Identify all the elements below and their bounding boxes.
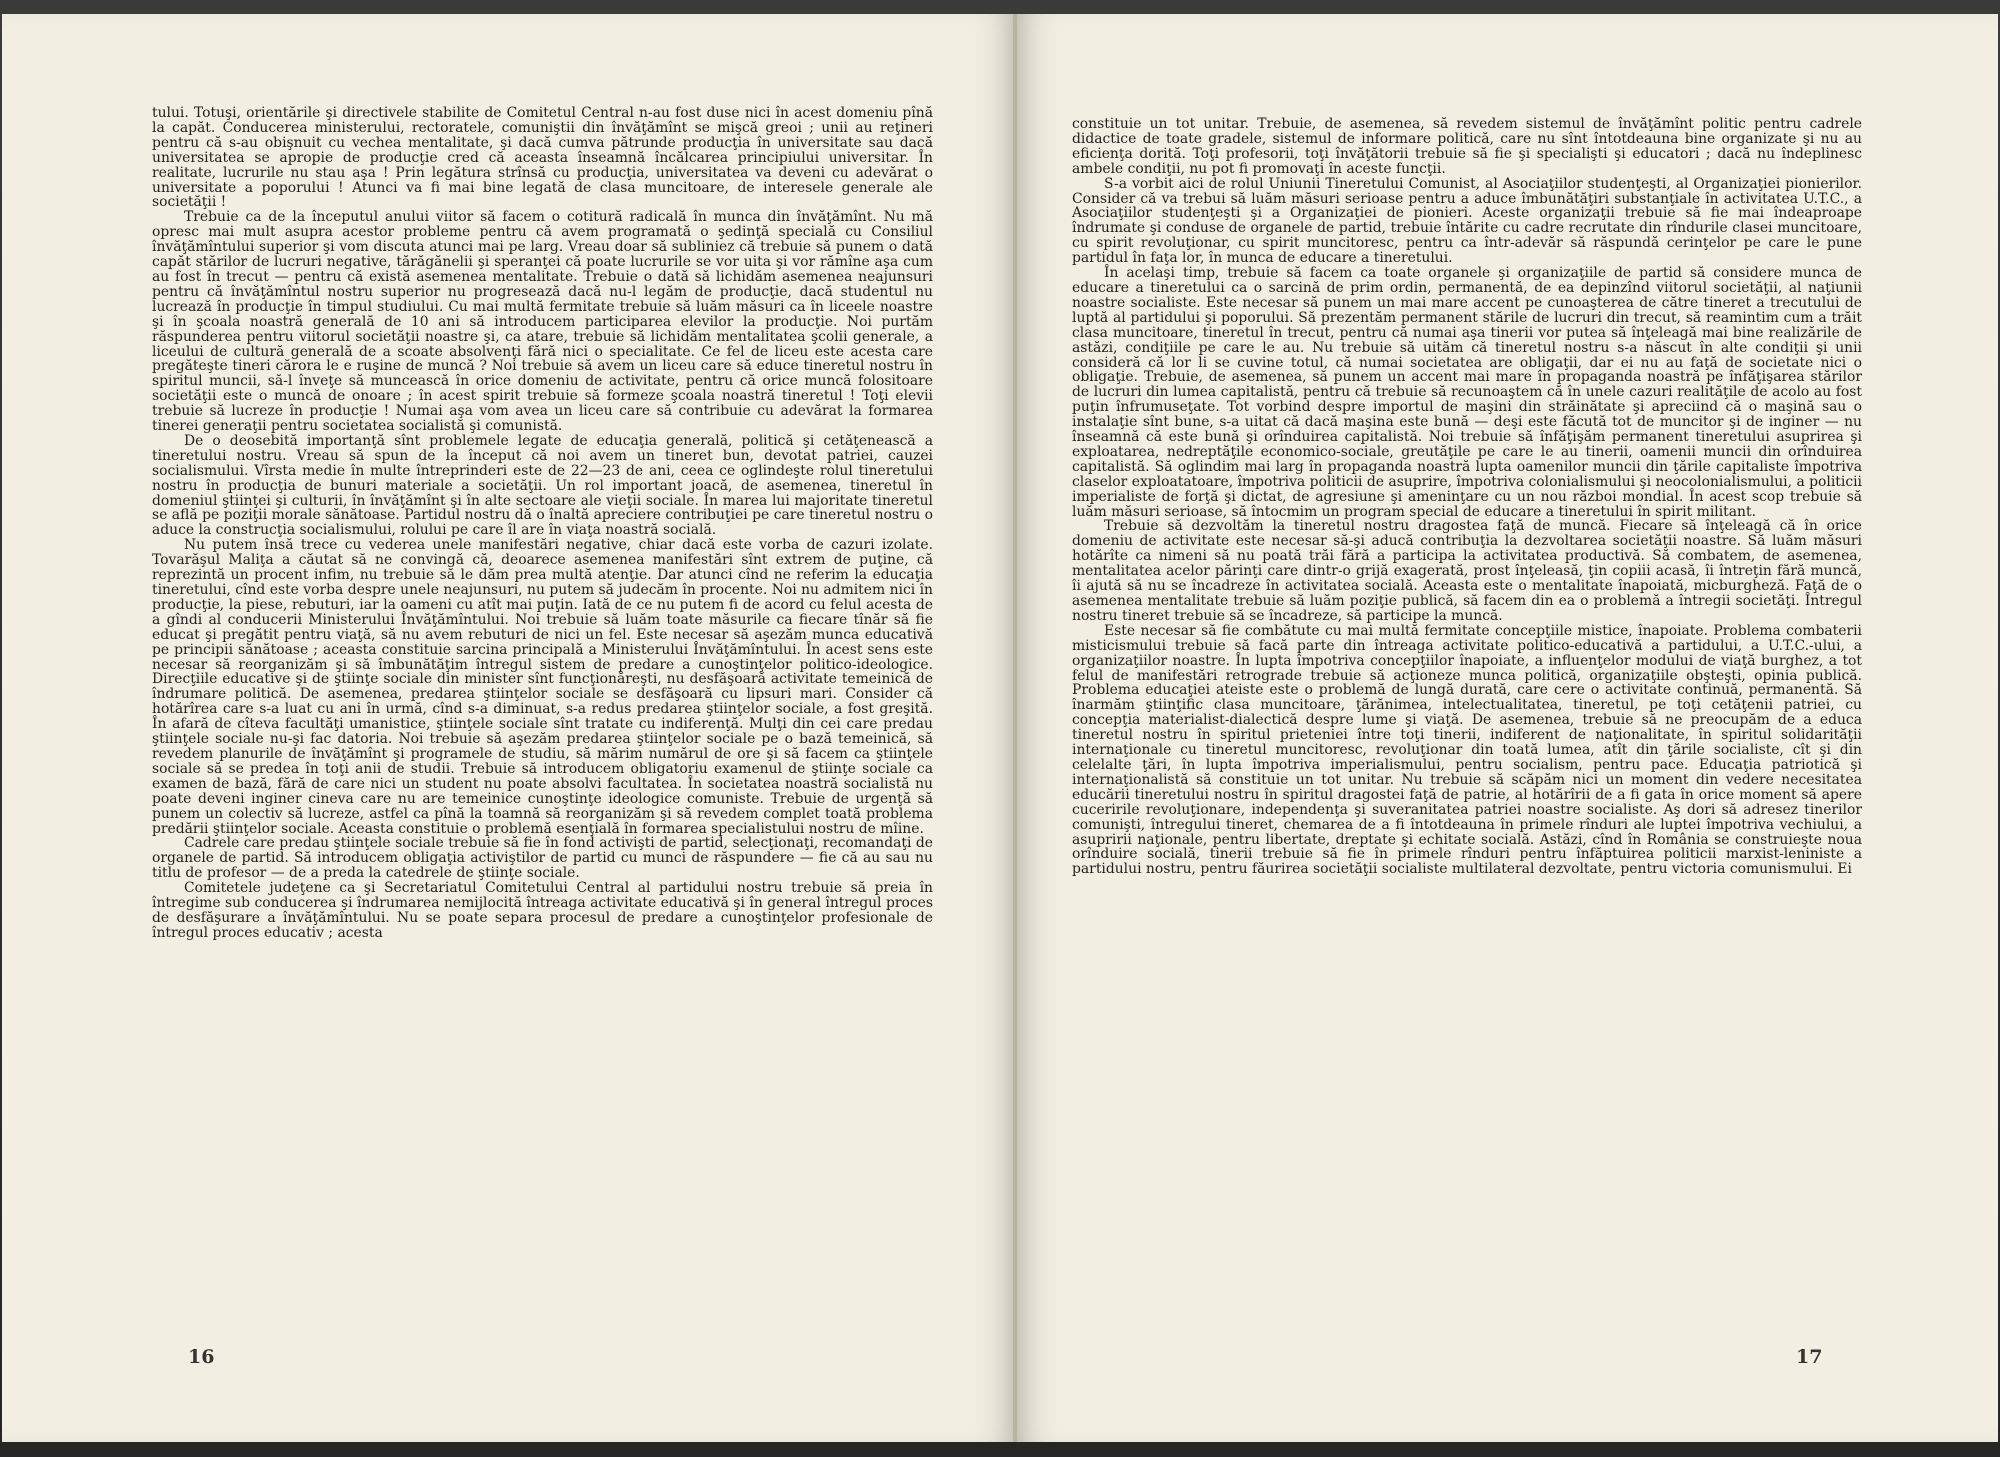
left-page-body bbox=[152, 106, 933, 941]
page-number: 16 bbox=[188, 1346, 215, 1368]
paragraph: Cadrele care predau ştiinţele sociale trebuie să fie în fond activişti de partid, selecţionaţi, recomandaţi de organele de partid. Să introducem obligaţia activiştilor de partid cu munci de răspundere — fie că au sau nu titlu de profesor — de a preda la catedrele de ştiinţe sociale. bbox=[152, 835, 933, 882]
paragraph: De o deosebită importanţă sînt problemele legate de educaţia generală, politică şi cetăţenească a tineretului nostru. Vreau să spun de la început că noi avem un tineret bun, devotat patriei, cauzei socialismului. Vîrsta medie în multe întreprinderi este de 22—23 de ani, ceea ce oglindeşte rolul tineretului nostru în producţia de bunuri materiale a societăţii. Un rol important joacă, de asemenea, tineretul în domeniul ştiinţei şi culturii, în învăţămînt şi în alte sectoare ale vieţii sociale. În marea lui majoritate tineretul se află pe poziţii morale sănătoase. Partidul nostru dă o înaltă apreciere contribuţiei pe care tineretul nostru o aduce la construcţia socialismului, rolului pe care îl are în viaţa noastră socială. bbox=[152, 432, 933, 539]
paragraph: Este necesar să fie combătute cu mai multă fermitate concepţiile mistice, înapoiate. Problema combaterii misticismului trebuie să facă parte din întreaga activitate politico-educativă a partidului, a U.T.C.-ului, a organizaţiilor noastre. În lupta împotriva concepţiilor înapoiate, a influenţelor modului de viaţă burghez, a tot felul de manifestări retrograde trebuie să acţioneze munca politică, organizaţiile obşteşti, opinia publică. Problema educaţiei ateiste este o problemă de lungă durată, care cere o activitate continuă, permanentă. Să înarmăm ştiinţific clasa muncitoare, ţărănimea, intelectualitatea, tineretul, pe toţi cetăţenii patriei, cu concepţia materialist-dialectică despre lume şi viaţă. De asemenea, trebuie să ne preocupăm de a educa tineretul nostru în spiritul prieteniei între toţi tinerii, indiferent de naţionalitate, în spiritul solidarităţii internaţionale cu tineretul muncitoresc, revoluţionar din toată lumea, atît din ţările socialiste, cît şi din celelalte ţări, în lupta împotriva imperialismului, pentru socialism, pentru pace. Educaţia patriotică şi internaţionalistă să constituie un tot unitar. Nu trebuie să scăpăm nici un moment din vedere necesitatea educării tineretului nostru în spiritul dragostei faţă de patrie, al hotărîrii de a fi gata în orice moment să apere cuceririle revoluţionare, independenţa şi suveranitatea patriei noastre socialiste. Aş dori să adresez tinerilor comunişti, întregului tineret, chemarea de a fi întotdeauna în primele rînduri ale luptei împotriva vechiului, a asupririi naţionale, pentru libertate, dreptate şi echitate socială. Astăzi, cînd în România se construieşte noua orînduire socială, tinerii trebuie să fie în primele rînduri pentru înfăptuirea politicii marxist-leniniste a partidului nostru, pentru făurirea societăţii socialiste multilateral dezvoltate, pentru victoria comunismului. Ei bbox=[1072, 622, 1862, 878]
paragraph: Nu putem însă trece cu vederea unele manifestări negative, chiar dacă este vorba de cazuri izolate. Tovarăşul Maliţa a căutat să ne convingă că, deoarece asemenea manifestări sînt extrem de puţine, că reprezintă un procent infim, nu trebuie să le dăm prea multă atenţie. Dar atunci cînd ne referim la educaţia tineretului, cînd este vorba despre unele neajunsuri, nu putem să judecăm în procente. Noi nu admitem nici în producţie, la piese, rebuturi, iar la oameni cu atît mai puţin. Iată de ce nu putem fi de acord cu felul acesta de a gîndi al conducerii Ministerului Învăţămîntului. Noi trebuie să luăm toate măsurile ca fiecare tînăr să fie educat şi pregătit pentru viaţă, să nu avem rebuturi de nici un fel. Este necesar să aşezăm munca educativă pe principii sănătoase ; aceasta constituie sarcina principală a Ministerului Învăţămîntului. În acest sens este necesar să reorganizăm şi să îmbunătăţim întregul sistem de predare a cunoştinţelor politico-ideologice. Direcţiile educative şi de ştiinţe sociale din minister sînt funcţionăreşti, nu desfăşoară activitate temeinică de îndrumare politică. De asemenea, predarea ştiinţelor sociale se desfăşoară cu lipsuri mari. Consider că hotărîrea care s-a luat cu ani în urmă, cînd s-a diminuat, s-a redus predarea ştiinţelor sociale, a fost greşită. În afară de cîteva facultăţi umanistice, ştiinţele sociale sînt tratate cu indiferenţă. Mulţi din cei care predau ştiinţele sociale nu-şi fac datoria. Noi trebuie să aşezăm predarea ştiinţelor sociale pe o bază temeinică, să revedem planurile de învăţămînt şi programele de studiu, să mărim numărul de ore şi să facem ca ştiinţele sociale să se predea în toţi anii de studii. Trebuie să introducem obligatoriu examenul de ştiinţe sociale ca examen de bază, fără de care nici un student nu poate absolvi facultatea. În societatea noastră socialistă nu poate deveni inginer cineva care nu are temeinice cunoştinţe ideologice comuniste. Trebuie de urgenţă să punem un colectiv să lucreze, astfel ca pînă la toamnă să reorganizăm şi să revedem complet toată problema predării ştiinţelor sociale. Aceasta constituie o problemă esenţială în formarea specialistului nostru de mîine. bbox=[152, 537, 933, 837]
page-number: 17 bbox=[1796, 1346, 1823, 1368]
paragraph: În acelaşi timp, trebuie să facem ca toate organele şi organizaţiile de partid să considere munca de educare a tineretului ca o sarcină de prim ordin, permanentă, de ea depinzînd viitorul societăţii, al naţiunii noastre socialiste. Este necesar să punem un mai mare accent pe cunoaşterea de către tineret a trecutului de luptă al partidului şi poporului. Să prezentăm permanent stările de lucruri din trecut, să reamintim cum a trăit clasa muncitoare, tineretul în trecut, pentru că numai aşa tinerii vor putea să înţeleagă mai bine realizările de astăzi, condiţiile pe care le au. Nu trebuie să uităm că tineretul nostru s-a născut în alte condiţii şi unii consideră că lor li se cuvine totul, că numai societatea are obligaţii, dar ei nu au faţă de societate nici o obligaţie. Trebuie, de asemenea, să punem un accent mai mare în propaganda noastră pe înfăţişarea stărilor de lucruri din lumea capitalistă, pentru că trebuie să recunoaştem că în unele cazuri realităţile de acolo au fost puţin înfrumuseţate. Tot vorbind despre importul de maşini din străinătate şi apreciind că o maşină sau o instalaţie sînt bune, s-a uitat că dacă maşina este bună — deşi este făcută tot de muncitor şi de inginer — nu înseamnă că este bună şi orînduirea capitalistă. Noi trebuie să înfăţişăm permanent tineretului asuprirea şi exploatarea, nedreptăţile economico-sociale, greutăţile pe care le au tinerii, oamenii muncii din orînduirea capitalistă. Să oglindim mai larg în propaganda noastră lupta oamenilor muncii din ţările capitaliste împotriva claselor exploatatoare, împotriva politicii de asuprire, împotriva colonialismului şi neocolonialismului, a politicii imperialiste de forţă şi dictat, de agresiune şi ameninţare cu un nou război mondial. În acest scop trebuie să luăm măsuri serioase, să întocmim un program special de educare a tineretului în spirit militant. bbox=[1072, 265, 1862, 520]
paragraph: Trebuie ca de la începutul anului viitor să facem o cotitură radicală în munca din învăţămînt. Nu mă opresc mai mult asupra acestor probleme pentru că avem programată o şedinţă specială cu Consiliul învăţămîntului superior şi vom discuta atunci mai pe larg. Vreau doar să subliniez că trebuie să punem o dată capăt stărilor de lucruri negative, tărăgănelii şi speranţei că poate lucrurile se vor uita şi vor rămîne aşa cum au fost în trecut — pentru că există asemenea mentalitate. Trebuie o dată să lichidăm asemenea neajunsuri pentru că învăţămîntul nostru superior nu progresează dacă nu-l legăm de producţie, dacă studentul nu lucrează în producţie în timpul studiului. Cu mai multă fermitate trebuie să luăm măsuri ca în liceele noastre şi în şcoala noastră generală de 10 ani să introducem participarea elevilor la producţie. Noi purtăm răspunderea pentru viitorul societăţii noastre şi, ca atare, trebuie să lichidăm mentalitatea şcolii generale, a liceului de cultură generală de a scoate absolvenţi fără nici o specialitate. Ce fel de liceu este acesta care pregăteşte tineri cărora le e ruşine de muncă ? Noi trebuie să avem un liceu care să educe tineretul nostru în spiritul muncii, să-l înveţe să muncească în orice domeniu de activitate, pentru că orice muncă folositoare societăţii este o muncă de onoare ; în acest spirit trebuie să formeze şcoala noastră tineretul ! Toţi elevii trebuie să lucreze în producţie ! Numai aşa vom avea un liceu care să contribuie cu adevărat la formarea tinerei generaţii pentru societatea socialistă şi comunistă. bbox=[152, 209, 933, 435]
paragraph: Comitetele judeţene ca şi Secretariatul Comitetului Central al partidului nostru trebuie să preia în întregime sub conducerea şi îndrumarea nemijlocită întreaga activitate educativă şi în general întregul proces de desfăşurare a învăţămîntului. Nu se poate separa procesul de predare a cunoştinţelor profesionale de întregul proces educativ ; acesta bbox=[152, 880, 933, 941]
right-page-body bbox=[1072, 117, 1862, 877]
paragraph: tului. Totuşi, orientările şi directivele stabilite de Comitetul Central n-au fost duse nici în acest domeniu pînă la capăt. Conducerea ministerului, rectoratele, comuniştii din învăţămînt se mişcă greoi ; unii au reţineri pentru că s-au obişnuit cu vechea mentalitate, şi dacă cumva pătrunde producţia în universitate sau dacă universitatea se apropie de producţie cred că aceasta înseamnă încălcarea principiului universitar. În realitate, lucrurile nu stau aşa ! Prin legătura strînsă cu producţia, universitatea va deveni cu adevărat o universitate a poporului ! Atunci va fi mai bine legată de clasa muncitoare, de interesele generale ale societăţii ! bbox=[152, 105, 933, 211]
left-page bbox=[2, 14, 1015, 1442]
paragraph: S-a vorbit aici de rolul Uniunii Tineretului Comunist, al Asociaţiilor studenţeşti, al Organizaţiei pionierilor. Consider că va trebui să luăm măsuri serioase pentru a aduce îmbunătăţiri substanţiale în activitatea U.T.C., a Asociaţiilor studenţeşti şi a Organizaţiei de pionieri. Aceste organizaţii trebuie să fie mai îndeaproape îndrumate şi conduse de organele de partid, trebuie întărite cu cadre recrutate din rîndurile clasei muncitoare, cu spirit revoluţionar, cu spirit muncitoresc, pentru ca într-adevăr să răspundă cerinţelor pe care le pune partidul în faţa lor, în munca de educare a tineretului. bbox=[1072, 175, 1862, 267]
right-page bbox=[1017, 14, 1998, 1442]
paragraph: constituie un tot unitar. Trebuie, de asemenea, să revedem sistemul de învăţămînt politic pentru cadrele didactice de toate gradele, sistemul de informare politică, care nu sînt întotdeauna bine organizate şi nu au eficienţa dorită. Toţi profesorii, toţi învăţătorii trebuie să fie şi specialişti şi educatori ; dacă nu îndeplinesc ambele condiţii, nu pot fi promovaţi în aceste funcţii. bbox=[1072, 116, 1862, 177]
paragraph: Trebuie să dezvoltăm la tineretul nostru dragostea faţă de muncă. Fiecare să înţeleagă că în orice domeniu de activitate este necesar să-şi aducă contribuţia la dezvoltarea societăţii noastre. Să luăm măsuri hotărîte ca nimeni să nu poată trăi fără a participa la activitatea productivă. Să combatem, de asemenea, mentalitatea acelor părinţi care dintr-o grijă exagerată, prost înţeleasă, ţin copiii acasă, îi întreţin fără muncă, îi ajută să nu se încadreze în activitatea socială. Aceasta este o mentalitate înapoiată, micburgheză. Faţă de o asemenea mentalitate trebuie să luăm poziţie publică, să facem din ea o problemă a întregii societăţi. Întregul nostru tineret trebuie să se încadreze, să participe la muncă. bbox=[1072, 518, 1862, 624]
